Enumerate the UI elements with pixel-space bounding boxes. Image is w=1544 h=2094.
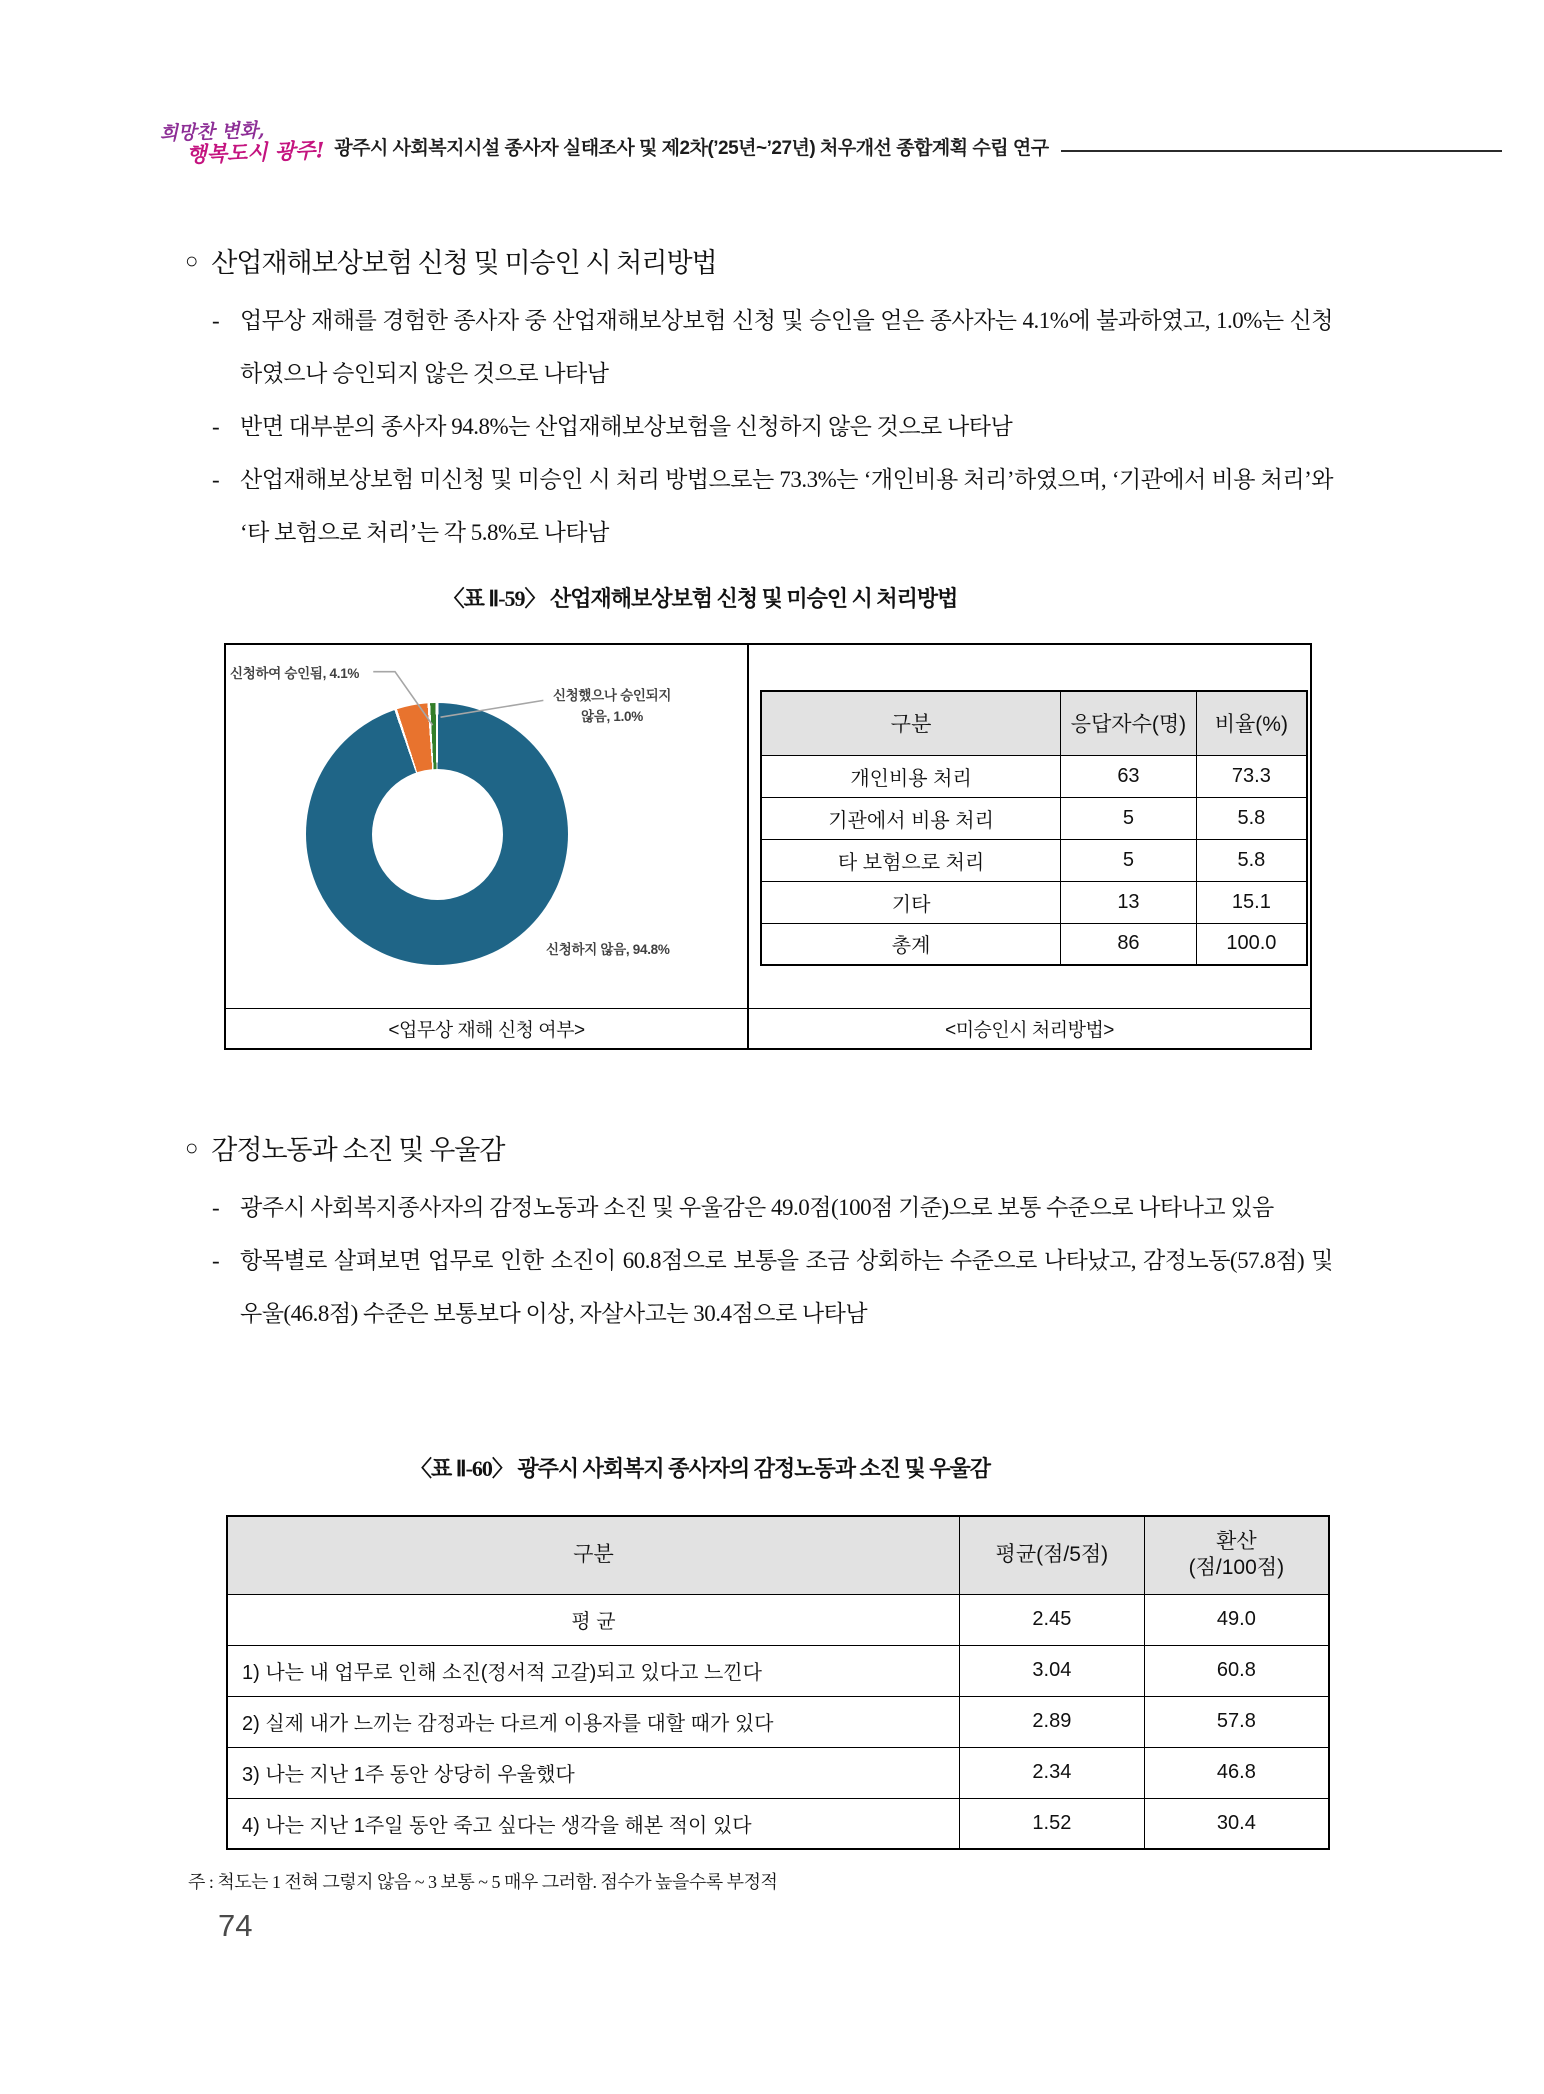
table-header-row [227,1516,1329,1594]
table-cell: 49.0 [1144,1594,1329,1645]
page-header [159,119,1502,167]
table-cell: 3.04 [960,1645,1145,1696]
table-cell: 5.8 [1196,839,1307,881]
section-emotional-labor [185,1128,1333,1340]
column-header: 구분 [227,1516,960,1594]
chart-label-not-approved [542,685,682,727]
table-row [761,839,1307,881]
table-cell: 57.8 [1144,1696,1329,1747]
section-industrial-accident [185,241,1333,559]
column-header: 구분 [761,691,1061,755]
section-heading [185,241,1333,280]
bullet-list [212,1181,1333,1340]
dash-bullet: - [212,1248,220,1273]
table-row [761,881,1307,923]
table59-caption: 〈표 Ⅱ-59〉 산업재해보상보험 신청 및 미승인 시 처리방법 [442,586,958,611]
table-cell: 15.1 [1196,881,1307,923]
table-footnote: 주 : 척도는 1 전혀 그렇지 않음 ~ 3 보통 ~ 5 매우 그러함. 점수가 높을수록 부정적 [188,1872,778,1892]
table-cell: 2.34 [960,1747,1145,1798]
list-item-text: 산업재해보상보험 미신청 및 미승인 시 처리 방법으로는 73.3%는 ‘개인비용 처리’하였으며, ‘기관에서 비용 처리’와 ‘타 보험으로 처리’는 각 5.8%로 나타남 [240,467,1333,545]
table-cell: 3) 나는 지난 1주 동안 상당히 우울했다 [227,1747,960,1798]
table-row [761,755,1307,797]
figure-caption-left: <업무상 재해 신청 여부> [226,1008,747,1048]
table-cell: 2.89 [960,1696,1145,1747]
donut-ring [306,703,568,965]
table-cell: 기타 [761,881,1061,923]
list-item [212,294,1333,400]
figure-caption-right: <미승인시 처리방법> [747,1008,1310,1048]
table-cell: 13 [1061,881,1197,923]
chart-label-line: 않음, 1.0% [581,709,643,724]
table-row [227,1696,1329,1747]
column-header: 비율(%) [1196,691,1307,755]
table-cell: 총계 [761,923,1061,965]
table-ii60-wrapper [226,1515,1330,1850]
table-cell: 5.8 [1196,797,1307,839]
table-header-row [761,691,1307,755]
table-cell: 30.4 [1144,1798,1329,1849]
table-cell: 5 [1061,797,1197,839]
circle-bullet-icon: ○ [185,248,198,273]
table-cell: 타 보험으로 처리 [761,839,1061,881]
table-cell: 1) 나는 내 업무로 인해 소진(정서적 고갈)되고 있다고 느낀다 [227,1645,960,1696]
table-cell: 2.45 [960,1594,1145,1645]
report-title: 광주시 사회복지시설 종사자 실태조사 및 제2차(’25년~’27년) 처우개선 종합계획 수립 연구 [334,137,1049,159]
table-cell: 1.52 [960,1798,1145,1849]
list-item-text: 반면 대부분의 종사자 94.8%는 산업재해보상보험을 신청하지 않은 것으로 나타남 [240,414,1013,439]
table-cell: 개인비용 처리 [761,755,1061,797]
list-item-text: 업무상 재해를 경험한 종사자 중 산업재해보상보험 신청 및 승인을 얻은 종사자는 4.1%에 불과하였고, 1.0%는 신청하였으나 승인되지 않은 것으로 나타남 [240,308,1333,386]
table-row [761,923,1307,965]
bullet-list [212,294,1333,559]
table-ii60 [226,1515,1330,1850]
table-row [227,1594,1329,1645]
table-cell: 2) 실제 내가 느끼는 감정과는 다르게 이용자를 대할 때가 있다 [227,1696,960,1747]
table-row [227,1645,1329,1696]
dash-bullet: - [212,308,220,333]
table60-caption: 〈표 Ⅱ-60〉 광주시 사회복지 종사자의 감정노동과 소진 및 우울감 [410,1456,990,1481]
table-cell: 63 [1061,755,1197,797]
section-heading [185,1128,1333,1167]
column-header: 평균(점/5점) [960,1516,1145,1594]
logo-line-2: 행복도시 광주! [185,137,325,167]
dash-bullet: - [212,467,220,492]
table-cell: 73.3 [1196,755,1307,797]
chart-label-not-applied: 신청하지 않음, 94.8% [546,942,670,957]
figure-ii59 [224,643,1312,1050]
logo-line-1: 희망찬 변화, [159,119,265,145]
column-header: 환산 (점/100점) [1144,1516,1329,1594]
chart-label-approved: 신청하여 승인됨, 4.1% [230,666,360,681]
table-row [227,1747,1329,1798]
table-cell: 100.0 [1196,923,1307,965]
list-item [212,453,1333,559]
list-item-text: 항목별로 살펴보면 업무로 인한 소진이 60.8점으로 보통을 조금 상회하는 수준으로 나타났고, 감정노동(57.8점) 및 우울(46.8점) 수준은 보통보다 이상, 자살사고는 30.4점으로 나타남 [240,1248,1333,1326]
chart-label-line: 신청했으나 승인되지 [552,688,672,703]
table-ii59 [760,690,1308,966]
table-cell: 기관에서 비용 처리 [761,797,1061,839]
figure-table-cell [747,645,1310,1008]
page-number: 74 [218,1908,253,1943]
table-cell: 5 [1061,839,1197,881]
donut-chart [226,645,747,1008]
list-item [212,1234,1333,1340]
table-cell: 86 [1061,923,1197,965]
table-cell: 평 균 [227,1594,960,1645]
city-slogan-logo [159,119,325,167]
header-rule [1061,150,1502,152]
table-cell: 60.8 [1144,1645,1329,1696]
list-item-text: 광주시 사회복지종사자의 감정노동과 소진 및 우울감은 49.0점(100점 기준)으로 보통 수준으로 나타나고 있음 [240,1195,1274,1220]
list-item [212,1181,1333,1234]
table-row [761,797,1307,839]
circle-bullet-icon: ○ [185,1135,198,1160]
table-cell: 4) 나는 지난 1주일 동안 죽고 싶다는 생각을 해본 적이 있다 [227,1798,960,1849]
dash-bullet: - [212,414,220,439]
table-cell: 46.8 [1144,1747,1329,1798]
section-heading-text: 감정노동과 소진 및 우울감 [211,1135,505,1165]
section-heading-text: 산업재해보상보험 신청 및 미승인 시 처리방법 [211,248,717,278]
column-header: 응답자수(명) [1061,691,1197,755]
dash-bullet: - [212,1195,220,1220]
list-item [212,400,1333,453]
table-row [227,1798,1329,1849]
